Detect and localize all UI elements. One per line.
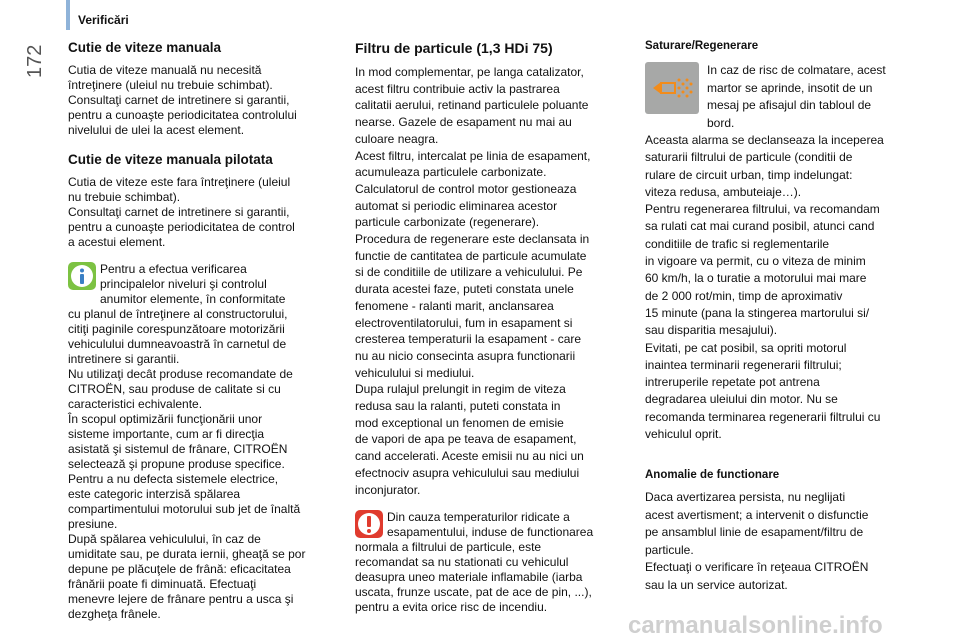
- malfunction-text: Daca avertizarea persista, nu neglijati acest avertisment; a intervenit o disfunctie pe ansamblul linie de esapament/filtru de particule. Efectuaţi o verificare în reţeaua CITROËN sau la un service autorizat.: [645, 490, 869, 592]
- info-note: [68, 262, 343, 622]
- section-accent-bar: [66, 0, 70, 30]
- page-number: 172: [24, 44, 46, 78]
- saturation-first-lines: In caz de risc de colmatare, acest martor se aprinde, insotit de un mesaj pe afisajul din tabloul de bord.: [707, 63, 886, 130]
- info-icon: [68, 262, 96, 290]
- piloted-gearbox-text: Cutia de viteze este fara întreţinere (uleiul nu trebuie schimbat). Consultaţi carnet de intretinere si garantii, pentru a cunoaşte periodicitatea de control a acestui element.: [68, 175, 295, 249]
- info-note-first-lines: Pentru a efectua verificarea principalelor niveluri şi controlul anumitor elemente, în conformitate: [100, 262, 286, 306]
- particle-filter-title: Filtru de particule (1,3 HDi 75): [355, 40, 553, 56]
- saturation-title: Saturare/Regenerare: [645, 40, 759, 52]
- particle-filter-text: In mod complementar, pe langa catalizator, acest filtru contribuie activ la pastrarea calitatii aerului, retinand particulele poluante nearse. Gazele de esapament nu mai au culoare neagra. Acest filtru, intercalat pe linia de esapament, acumuleaza particulele carbonizate. Calculatorul de control motor gestioneaza automat si periodic eliminarea acestor particule carbonizate (regenerare). Procedura de regenerare este declansata in functie de cantitatea de particule acumulate si de conditiile de utilizare a vehiculului. Pe durata acestei faze, puteti constata unele fenomene - ralanti marit, anclansarea electroventilatorului, fum in esapament si cresterea temperaturii la esapament - care nu au nicio consecinta asupra functionarii vehiculului si mediului. Dupa rulajul prelungit in regim de viteza redusa sau la ralanti, puteti constata in mod exceptional un fenomen de emisie de vapori de apa pe teava de esapament, cand accelerati. Aceste emisii nu au nici un efectnociv asupra vehiculului sau mediului inconjurator.: [355, 65, 591, 497]
- section-header: Verificări: [78, 13, 129, 27]
- malfunction-title: Anomalie de functionare: [645, 469, 780, 482]
- info-note-text: cu planul de întreţinere al constructorului, citiţi paginile corespunzătoare motorizării vehiculului dumneavoastră în carnetul de intretinere si garantii. Nu utilizaţi decât produse recomandate de CITROËN, sau produse de calitate si cu caracteristici echivalente. În scopul optimizării funcţionării unor sisteme importante, cum ar fi direcţia asistată şi sistemul de frânare, CITROËN selectează şi propune produse specifice. Pentru a nu defecta sistemele electrice, este categoric interzisă spălarea compartimentului motorului sub jet de înaltă presiune. După spălarea vehiculului, în caz de umiditate sau, pe durata iernii, gheaţă se por depune pe plăcuţele de frână: eficacitatea frânării poate fi diminuată. Efectuaţi menevre lejere de frânare pentru a usca şi dezgheţa frânele.: [68, 307, 306, 621]
- warning-icon: [355, 510, 383, 538]
- column-1: [68, 40, 343, 622]
- warning-note-first-lines: Din cauza temperaturilor ridicate a esapamentului, induse de functionarea: [387, 510, 594, 540]
- watermark: carmanualsonline.info: [628, 612, 883, 639]
- piloted-gearbox-title: Cutie de viteze manuala pilotata: [68, 152, 273, 167]
- particle-filter-warning-icon: [645, 62, 699, 114]
- column-3: [645, 40, 915, 594]
- column-2: [355, 40, 627, 615]
- warning-note: [355, 510, 627, 615]
- manual-gearbox-text: Cutia de viteze manuală nu necesită întreţinere (uleiul nu trebuie schimbat). Consultaţi carnet de intretinere si garantii, pentru a cunoaşte periodicitatea controlului nivelului de ulei la acest element.: [68, 63, 297, 137]
- saturation-text: Aceasta alarma se declanseaza la inceperea saturarii filtrului de particule (conditii de rulare de circuit urban, timp indelungat: viteza redusa, ambuteiaje…). Pentru regenerarea filtrului, va recomandam sa rulati cat mai curand posibil, atunci cand conditiile de trafic si reglementarile in vigoare va permit, cu o viteza de minim 60 km/h, la o turatie a motorului mai mare de 2 000 rot/min, timp de aproximativ 15 minute (pana la stingerea martorului si/ sau disparitia mesajului). Evitati, pe cat posibil, sa opriti motorul inaintea terminarii regenerarii filtrului; intreruperile repetate pot antrena degradarea uleiului din motor. Nu se recomanda terminarea regenerarii filtrului cu vehiculul oprit.: [645, 133, 884, 442]
- warning-note-text: normala a filtrului de particule, este recomandat sa nu stationati cu vehiculul deasupra uneo materiale inflamabile (iarba uscata, frunze uscate, pat de ace de pin, ...), pentru a evita orice risc de incendiu.: [355, 540, 592, 615]
- saturation-note: [645, 62, 915, 443]
- manual-gearbox-title: Cutie de viteze manuala: [68, 40, 222, 55]
